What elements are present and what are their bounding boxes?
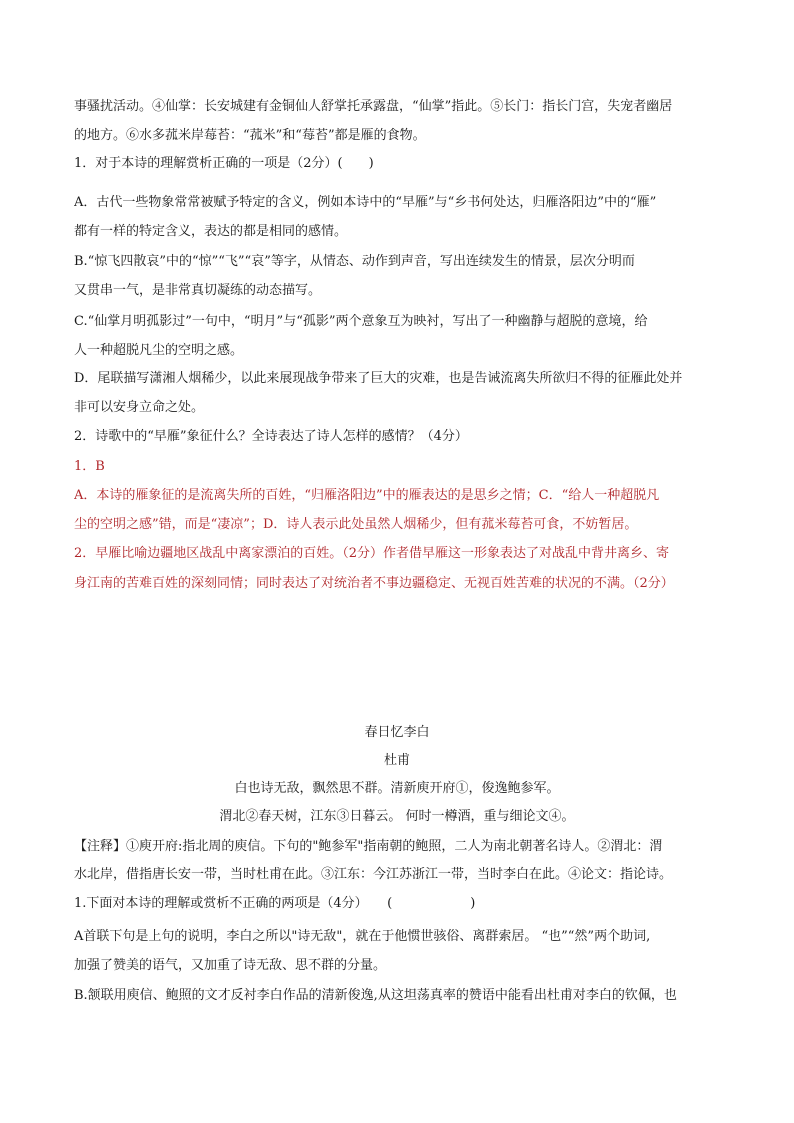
poem-option-line: B.颔联用庾信、鲍照的文才反衬李白作品的清新俊逸,从这坦荡真率的赞语中能看出杜甫对李白的钦佩，也 (74, 988, 677, 1003)
option-line: B.“惊飞四散哀”中的“惊”“飞”“哀”等字，从情态、动作到声音，写出连续发生的情景，层次分明而 (74, 254, 635, 269)
note-line: 的地方。⑥水多菰米岸莓苔：“菰米”和“莓苔”都是雁的食物。 (74, 128, 426, 143)
option-line: D．尾联描写潇湘人烟稀少，以此来展现战争带来了巨大的灾难，也是告诫流离失所欲归不得的征雁此处并 (74, 371, 683, 386)
question-1: 1．对于本诗的理解赏析正确的一项是（2分）( ) (74, 156, 374, 171)
poem-line: 渭北②春天树，江东③日暮云。 何时一樽酒，重与细论文④。 (219, 809, 575, 824)
answer-line: A．本诗的雁象征的是流离失所的百姓，“归雁洛阳边”中的雁表达的是思乡之情；C．“给人一种超脱凡 (74, 488, 660, 503)
poem-option-line: A首联下句是上句的说明，李白之所以"诗无敌"，就在于他惯世骇俗、离群索居。 “也”“然”两个助词, (74, 929, 651, 944)
poem-author: 杜甫 (383, 753, 410, 768)
poem-option-line: 加强了赞美的语气，又加重了诗无敌、思不群的分量。 (74, 958, 387, 973)
poem-question-1: 1.下面对本诗的理解或赏析不正确的两项是（4分） ( ) (74, 896, 476, 911)
option-line: 又贯串一气，是非常真切凝练的动态描写。 (74, 283, 322, 298)
option-line: 都有一样的特定含义，表达的都是相同的感情。 (74, 224, 348, 239)
answer-line: 2．早雁比喻边疆地区战乱中离家漂泊的百姓。（2分）作者借早雁这一形象表达了对战乱中背井离乡、寄 (74, 546, 670, 561)
answer-line: 尘的空明之感”错，而是“凄凉”；D．诗人表示此处虽然人烟稀少，但有菰米莓苔可食，不妨暂居。 (74, 517, 638, 532)
question-2: 2．诗歌中的“早雁”象征什么？全诗表达了诗人怎样的感情？（4分） (74, 429, 468, 444)
poem-title: 春日忆李白 (364, 725, 430, 740)
option-line: 人一种超脱凡尘的空明之感。 (74, 343, 244, 358)
note-line: 事骚扰活动。④仙掌：长安城建有金铜仙人舒掌托承露盘，“仙掌”指此。⑤长门：指长门宫，失宠者幽居 (74, 99, 673, 114)
poem-note-line: 【注释】①庾开府:指北周的庾信。下句的"鲍参军"指南朝的鲍照，二人为南北朝著名诗人。②渭北：渭 (74, 839, 663, 854)
option-line: C.“仙掌月明孤影过”一句中，“明月”与“孤影”两个意象互为映衬，写出了一种幽静与超脱的意境，给 (74, 314, 648, 329)
option-line: 非可以安身立命之处。 (74, 400, 205, 415)
poem-line: 白也诗无敌，飘然思不群。清新庾开府①，俊逸鲍参军。 (234, 781, 560, 796)
answer-line: 身江南的苦难百姓的深刻同情；同时表达了对统治者不事边疆稳定、无视百姓苦难的状况的不满。（2分） (74, 576, 674, 591)
option-line: A．古代一些物象常常被赋予特定的含义，例如本诗中的“早雁”与“乡书何处达，归雁洛阳边”中的“雁” (74, 195, 657, 210)
answer-1: 1．B (74, 459, 105, 474)
poem-note-line: 水北岸，借指唐长安一带，当时杜甫在此。③江东：今江苏浙江一带，当时李白在此。④论文：指论诗。 (74, 867, 673, 882)
